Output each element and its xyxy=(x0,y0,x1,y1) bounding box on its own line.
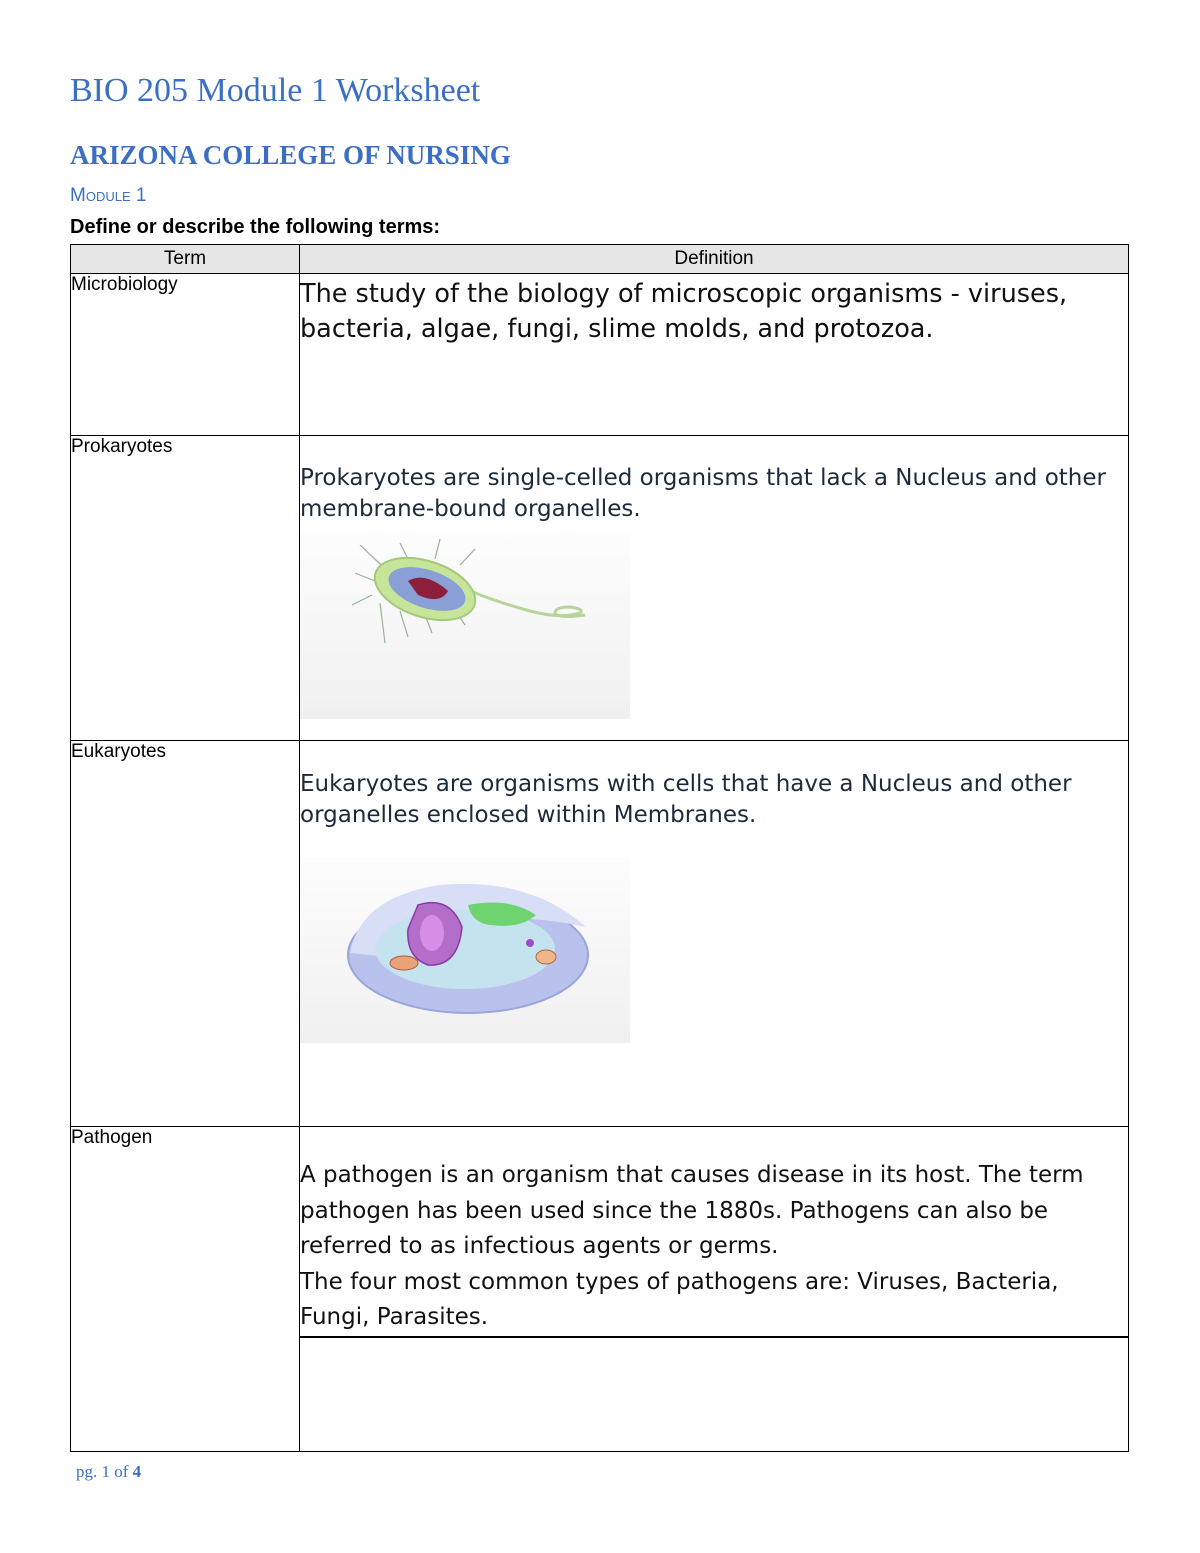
table-row xyxy=(71,436,1129,741)
page-number: 1 xyxy=(101,1462,110,1481)
eukaryote-cell-icon xyxy=(300,857,630,1043)
table-row xyxy=(71,741,1129,1127)
term-cell: Prokaryotes xyxy=(71,436,300,741)
definition-text: The study of the biology of microscopic organisms - viruses, bacteria, algae, fungi, slime molds, and protozoa. xyxy=(300,279,1068,344)
definition-cell xyxy=(300,1127,1129,1452)
page-of: of xyxy=(110,1462,133,1481)
page-total: 4 xyxy=(132,1462,142,1481)
eukaryote-cell-illustration xyxy=(300,857,630,1043)
terms-table xyxy=(70,244,1129,1452)
pathogen-types-text: The four most common types of pathogens are: Viruses, Bacteria, Fungi, Parasites. xyxy=(300,1265,1128,1338)
definition-text: Eukaryotes are organisms with cells that have a Nucleus and other organelles enclosed within Membranes. xyxy=(300,771,1072,828)
prokaryote-cell-illustration xyxy=(300,533,630,719)
table-header-row xyxy=(71,245,1129,274)
page-footer xyxy=(76,1462,141,1482)
instructions: Define or describe the following terms: xyxy=(70,216,441,238)
prokaryote-cell-icon xyxy=(300,533,630,719)
definition-text: Prokaryotes are single-celled organisms that lack a Nucleus and other membrane-bound organelles. xyxy=(300,465,1106,522)
module-heading: Module 1 xyxy=(70,185,147,206)
column-header-term: Term xyxy=(71,245,300,274)
table-row xyxy=(71,274,1129,436)
term-cell: Eukaryotes xyxy=(71,741,300,1127)
college-name: ARIZONA COLLEGE OF NURSING xyxy=(70,140,511,170)
term-cell: Pathogen xyxy=(71,1127,300,1452)
page-prefix: pg. xyxy=(76,1462,102,1481)
definition-cell xyxy=(300,741,1129,1127)
page-title: BIO 205 Module 1 Worksheet xyxy=(70,72,481,109)
column-header-definition: Definition xyxy=(300,245,1129,274)
term-cell: Microbiology xyxy=(71,274,300,436)
definition-text: A pathogen is an organism that causes disease in its host. The term pathogen has been used since the 1880s. Pathogens can also be referred to as infectious agents or germs. xyxy=(300,1162,1084,1259)
table-row xyxy=(71,1127,1129,1452)
definition-cell xyxy=(300,274,1129,436)
definition-cell xyxy=(300,436,1129,741)
